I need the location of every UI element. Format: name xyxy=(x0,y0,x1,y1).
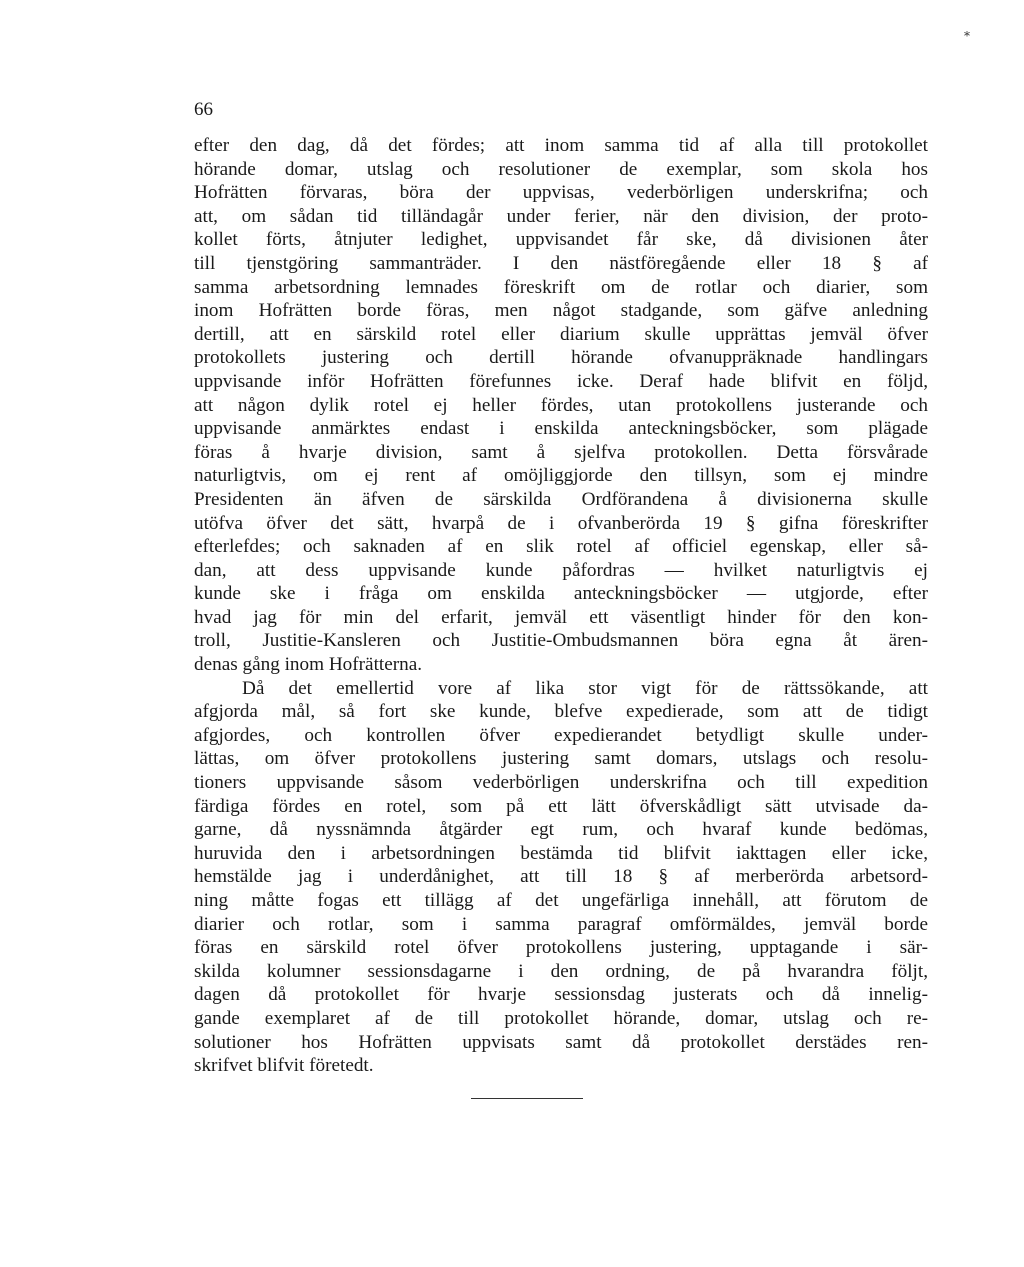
text-line: uppvisande anmärktes endast i enskilda anteckningsböcker, som plägade xyxy=(194,418,928,440)
text-line: protokollets justering och dertill hörande ofvanuppräknade handlingars xyxy=(194,347,928,369)
text-line: utöfva öfver det sätt, hvarpå de i ofvanberörda 19 § gifna föreskrifter xyxy=(194,512,928,534)
text-line: tioners uppvisande såsom vederbörligen underskrifna och till expedition xyxy=(194,772,928,794)
text-line: kollet förts, åtnjuter ledighet, uppvisandet får ske, då divisionen åter xyxy=(194,229,928,251)
text-line: Då det emellertid vore af lika stor vigt för de rättssökande, att xyxy=(242,677,928,699)
text-line: ning måtte fogas ett tillägg af det ungefärliga innehåll, att förutom de xyxy=(194,890,928,911)
text-line: afgjorda mål, så fort ske kunde, blefve expedierade, som att de tidigt xyxy=(194,701,928,723)
text-line: skilda kolumner sessionsdagarne i den ordning, de på hvarandra följt, xyxy=(194,960,928,982)
text-line: föras å hvarje division, samt å sjelfva protokollen. Detta försvårade xyxy=(194,441,928,463)
text-line: föras en särskild rotel öfver protokollens justering, upptagande i sär- xyxy=(194,937,928,959)
body-text xyxy=(194,134,928,1078)
text-line: gande exemplaret af de till protokollet hörande, domar, utslag och re- xyxy=(194,1007,928,1029)
text-line: dertill, att en särskild rotel eller diarium skulle upprättas jemväl öfver xyxy=(194,323,928,345)
text-line: att, om sådan tid tilländagår under ferier, när den division, der proto- xyxy=(194,205,928,227)
text-line: afgjordes, och kontrollen öfver expedierandet betydligt skulle under- xyxy=(194,724,928,746)
text-line: Presidenten än äfven de särskilda Ordförandena å divisionerna skulle xyxy=(194,488,928,510)
text-line: Hofrätten förvaras, böra der uppvisas, vederbörligen underskrifna; och xyxy=(194,182,928,204)
text-line: naturligtvis, om ej rent af omöjliggjorde den tillsyn, som ej mindre xyxy=(194,465,928,487)
page-number: 66 xyxy=(194,99,213,120)
text-line: denas gång inom Hofrätterna. xyxy=(194,654,423,676)
end-rule xyxy=(471,1098,583,1099)
text-line: hörande domar, utslag och resolutioner de exemplar, som skola hos xyxy=(194,158,928,180)
text-line: garne, då nyssnämnda åtgärder egt rum, och hvaraf kunde bedömas, xyxy=(194,819,928,841)
text-line: att någon dylik rotel ej heller fördes, utan protokollens justerande och xyxy=(194,394,928,416)
text-line: diarier och rotlar, som i samma paragraf omförmäldes, jemväl borde xyxy=(194,913,928,935)
text-line: solutioner hos Hofrätten uppvisats samt då protokollet derstädes ren- xyxy=(194,1031,928,1053)
text-line: samma arbetsordning lemnades föreskrift om de rotlar och diarier, som xyxy=(194,276,928,298)
text-line: troll, Justitie-Kansleren och Justitie-Ombudsmannen böra egna åt ären- xyxy=(194,630,928,652)
text-line: kunde ske i fråga om enskilda anteckningsböcker — utgjorde, efter xyxy=(194,583,928,605)
text-line: färdiga fördes en rotel, som på ett lätt öfverskådligt sätt utvisade da- xyxy=(194,795,928,817)
text-line: inom Hofrätten borde föras, men något stadgande, som gäfve anledning xyxy=(194,300,928,322)
corner-mark: * xyxy=(964,29,970,43)
text-line: till tjenstgöring sammanträder. I den nästföregående eller 18 § af xyxy=(194,252,928,274)
text-line: huruvida den i arbetsordningen bestämda tid blifvit iakttagen eller icke, xyxy=(194,842,928,864)
text-line: efter den dag, då det fördes; att inom samma tid af alla till protokollet xyxy=(194,135,928,156)
text-line: uppvisande inför Hofrätten förefunnes icke. Deraf hade blifvit en följd, xyxy=(194,370,928,392)
text-line: skrifvet blifvit företedt. xyxy=(194,1055,374,1077)
text-line: hvad jag för min del erfarit, jemväl ett väsentligt hinder för den kon- xyxy=(194,606,928,628)
text-line: dagen då protokollet för hvarje sessionsdag justerats och då innelig- xyxy=(194,984,928,1006)
text-line: lättas, om öfver protokollens justering samt domars, utslags och resolu- xyxy=(194,748,928,770)
text-line: efterlefdes; och saknaden af en slik rotel af officiel egenskap, eller så- xyxy=(194,536,928,558)
text-line: hemstälde jag i underdånighet, att till 18 § af merberörda arbetsord- xyxy=(194,866,928,888)
text-line: dan, att dess uppvisande kunde påfordras — hvilket naturligtvis ej xyxy=(194,559,928,581)
